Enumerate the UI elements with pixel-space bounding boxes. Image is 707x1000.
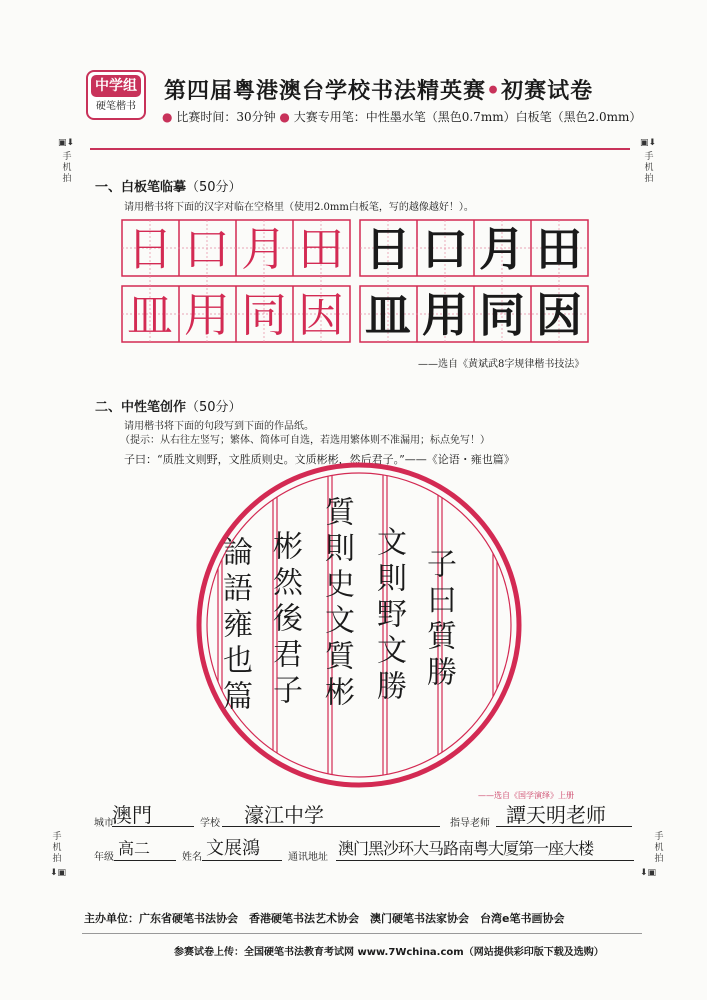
grade-label: 年级 — [94, 852, 114, 863]
section2-title-text: 二、中性笔创作 — [95, 400, 187, 415]
school-underline — [222, 826, 440, 827]
written-char: 同 — [479, 288, 525, 342]
page-title — [164, 74, 593, 105]
footer-upload: 参赛试卷上传：全国硬笔书法教育考试网 www.7Wchina.com（网站提供彩印版下载及选购） — [174, 947, 604, 958]
address-underline — [336, 860, 634, 861]
title-main: 第四届粤港澳台学校书法精英赛 — [164, 78, 487, 104]
teacher-field[interactable]: 譚天明老师 — [506, 803, 606, 827]
section1-title-text: 一、白板笔临摹 — [95, 180, 187, 195]
section2-instruction2: （提示：从右往左竖写；繁体、简体可自选，若选用繁体则不准漏用；标点免写！） — [120, 435, 490, 446]
section1-title — [95, 176, 242, 195]
section2-title — [95, 396, 242, 415]
written-char: 用 — [422, 288, 468, 342]
title-separator: • — [486, 78, 502, 104]
footer-divider — [82, 933, 642, 934]
pen-label: 大赛专用笔：中性墨水笔（黑色0.7mm）白板笔（黑色2.0mm） — [293, 110, 642, 124]
exam-info — [162, 108, 641, 125]
badge-group: 中学组 — [91, 75, 141, 97]
work-column-5: 論語雍也篇 — [217, 536, 252, 716]
side-note-top-right: 手机拍 — [644, 152, 654, 184]
header-divider — [90, 148, 630, 150]
section2-quote: 子曰：“质胜文则野，文胜质则史。文质彬彬，然后君子。”——《论语・雍也篇》 — [124, 453, 515, 466]
written-char: 日 — [365, 222, 411, 276]
time-label: 比赛时间：30分钟 — [176, 110, 276, 124]
bullet-icon: ● — [279, 110, 290, 124]
section1-points: （50分） — [186, 180, 242, 195]
name-underline — [202, 860, 282, 861]
section1-instruction: 请用楷书将下面的汉字对临在空格里（使用2.0mm白板笔，写的越像越好！）。 — [124, 202, 474, 213]
footer-organizers: 主办单位：广东省硬笔书法协会 香港硬笔书法艺术协会 澳门硬笔书法家协会 台湾e笔书画协会 — [84, 912, 565, 925]
address-label: 通讯地址 — [288, 852, 328, 863]
model-char: 田 — [298, 222, 344, 276]
teacher-label: 指导老师 — [450, 818, 490, 829]
model-char: 用 — [184, 288, 230, 342]
side-note-bottom-left: 手机拍 — [52, 832, 62, 864]
title-tail: 初赛试卷 — [501, 78, 594, 104]
city-label: 城市 — [94, 818, 114, 829]
address-field[interactable]: 澳门黑沙环大马路南粤大厦第一座大楼 — [338, 839, 594, 858]
name-field[interactable]: 文展鴻 — [206, 838, 260, 859]
badge-sub: 硬笔楷书 — [96, 101, 136, 112]
model-char: 口 — [184, 222, 230, 276]
written-char: 田 — [536, 222, 582, 276]
section2-points: （50分） — [186, 400, 242, 415]
teacher-underline — [496, 826, 632, 827]
bullet-icon: ● — [162, 110, 173, 124]
written-char: 皿 — [365, 288, 411, 342]
grade-underline — [114, 860, 176, 861]
group-badge — [86, 70, 146, 120]
side-note-top-left: 手机拍 — [62, 152, 72, 184]
written-char: 因 — [536, 288, 582, 342]
work-column-3: 質則史文質彬 — [319, 496, 354, 712]
grade-field[interactable]: 高二 — [118, 839, 151, 858]
model-char: 月 — [241, 222, 287, 276]
work-column-2: 文則野文勝 — [371, 526, 406, 706]
written-char: 月 — [479, 222, 525, 276]
model-char: 同 — [241, 288, 287, 342]
model-char: 因 — [298, 288, 344, 342]
name-label: 姓名 — [182, 852, 202, 863]
section1-source: ——选自《黄斌武8字规律楷书技法》 — [418, 359, 585, 370]
school-label: 学校 — [200, 818, 220, 829]
city-underline — [112, 826, 194, 827]
side-note-bottom-right: 手机拍 — [654, 832, 664, 864]
school-field[interactable]: 濠江中学 — [244, 803, 324, 827]
camera-icon: ▣⬇ — [58, 138, 75, 148]
copy-grid — [120, 218, 590, 346]
written-char: 口 — [422, 222, 468, 276]
model-char: 日 — [127, 222, 173, 276]
camera-icon: ⬇▣ — [50, 868, 67, 878]
work-column-1: 子曰質勝 — [421, 548, 456, 692]
camera-icon: ▣⬇ — [640, 138, 657, 148]
work-column-4: 彬然後君子 — [267, 530, 302, 710]
section2-source: ——选自《国学演绎》上册 — [478, 791, 574, 800]
camera-icon: ⬇▣ — [640, 868, 657, 878]
city-field[interactable]: 澳門 — [112, 803, 152, 827]
model-char: 皿 — [127, 288, 173, 342]
section2-instruction1: 请用楷书将下面的句段写到下面的作品纸。 — [124, 421, 314, 432]
